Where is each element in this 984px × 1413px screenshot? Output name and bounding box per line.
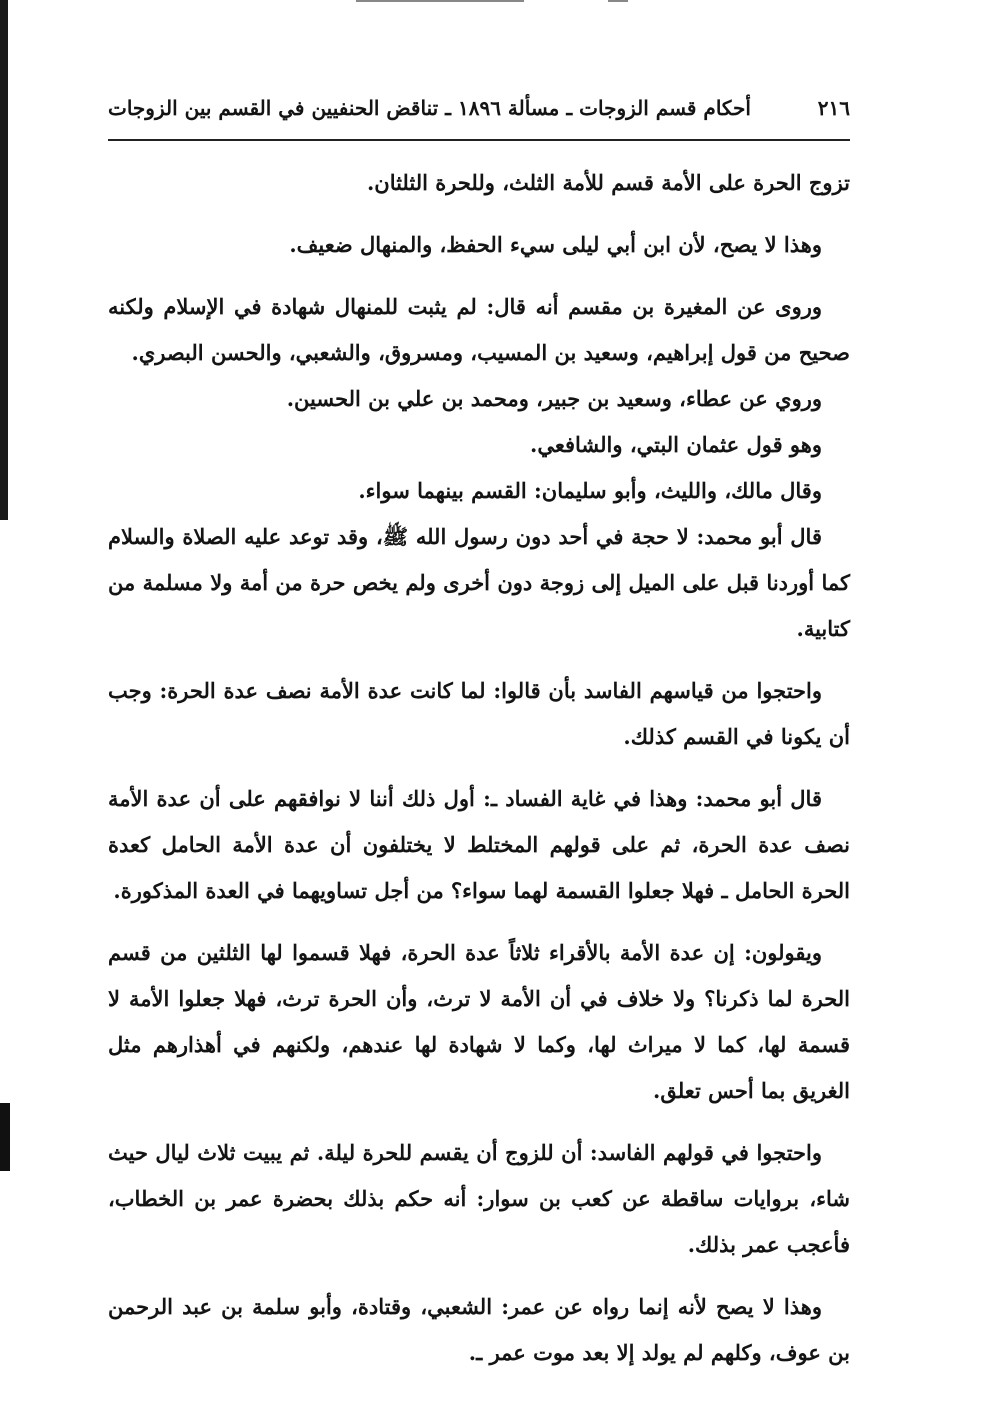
paragraph: تزوج الحرة على الأمة قسم للأمة الثلث، وللحرة الثلثان. [366,170,850,195]
page-number: ٢١٦ [817,96,850,120]
paragraph: قال أبو محمد: وهذا في غاية الفساد ـ: أول ذلك أننا لا نوافقهم على أن عدة الأمة نصف عدة الحرة، ثم على قولهم المختلط لا يختلفون أن عدة الأمة الحامل كعدة الحرة الحامل ـ فهلا جعلوا القسمة لهما سواء؟ من أجل تساويهما في العدة المذكورة. [108,786,850,903]
paragraph: قال أبو محمد: لا حجة في أحد دون رسول الله ﷺ، وقد توعد عليه الصلاة والسلام كما أوردنا قبل على الميل إلى زوجة دون أخرى ولم يخص حرة من أمة ولا مسلمة من كتابية. [108,524,850,641]
paragraph: وقال مالك، والليث، وأبو سليمان: القسم بينهما سواء. [358,478,822,503]
paragraph: وهذا لا يصح لأنه إنما رواه عن عمر: الشعبي، وقتادة، وأبو سلمة بن عبد الرحمن بن عوف، وكلهم لم يولد إلا بعد موت عمر ـ. [108,1294,850,1365]
header-rule [108,139,850,141]
paragraph: واحتجوا في قولهم الفاسد: أن للزوج أن يقسم للحرة ليلة. ثم يبيت ثلاث ليال حيث شاء، بروايات ساقطة عن كعب بن سوار: أنه حكم بذلك بحضرة عمر بن الخطاب، فأعجب عمر بذلك. [108,1140,850,1257]
paragraph: وروى عن المغيرة بن مقسم أنه قال: لم يثبت للمنهال شهادة في الإسلام ولكنه صحيح من قول إبراهيم، وسعيد بن المسيب، ومسروق، والشعبي، والحسن البصري. [108,294,850,365]
top-crop-line-small [608,0,628,2]
scan-margin-mark [0,1103,10,1171]
page-body [108,160,850,1392]
running-title: أحكام قسم الزوجات ـ مسألة ١٨٩٦ ـ تناقض الحنفيين في القسم بين الزوجات [108,96,751,120]
paragraph: وروي عن عطاء، وسعيد بن جبير، ومحمد بن علي بن الحسين. [286,386,822,411]
paragraph: ويقولون: إن عدة الأمة بالأقراء ثلاثاً عدة الحرة، فهلا قسموا لها الثلثين من قسم الحرة لما ذكرنا؟ ولا خلاف في أن الأمة لا ترث، وأن الحرة ترث، فهلا جعلوا الأمة لا قسمة لها، كما لا ميراث لها، وكما لا شهادة لها عندهم، ولكنهم في أهذارهم مثل الغريق بما أحس تعلق. [108,940,850,1103]
paragraph: وهو قول عثمان البتي، والشافعي. [530,432,822,457]
running-header [108,90,850,126]
paragraph: واحتجوا من قياسهم الفاسد بأن قالوا: لما كانت عدة الأمة نصف عدة الحرة: وجب أن يكونا في القسم كذلك. [108,678,850,749]
top-crop-line [356,0,524,2]
paragraph: وهذا لا يصح، لأن ابن أبي ليلى سيء الحفظ، والمنهال ضعيف. [289,232,822,257]
scan-edge-shadow [0,0,8,520]
